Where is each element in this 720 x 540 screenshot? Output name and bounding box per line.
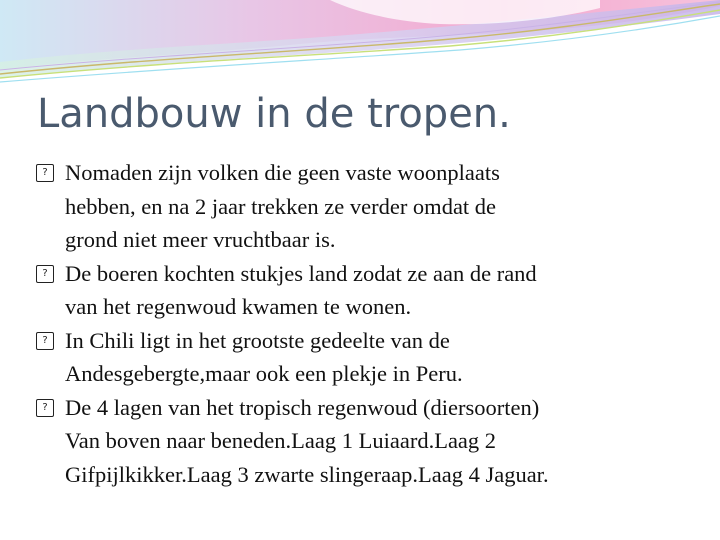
bullet-list xyxy=(36,156,711,491)
bullet-line: grond niet meer vruchtbaar is. xyxy=(65,227,336,252)
bullet-marker-icon: ? xyxy=(36,265,54,283)
bullet-line: Gifpijlkikker.Laag 3 zwarte slingeraap.Laag 4 Jaguar. xyxy=(65,461,549,487)
bullet-marker-icon: ? xyxy=(36,332,54,350)
bullet-line: De boeren kochten stukjes land zodat ze aan de rand xyxy=(65,260,537,286)
header-wave-decoration xyxy=(0,0,720,100)
bullet-marker-icon: ? xyxy=(36,399,54,417)
slide-title: Landbouw in de tropen. xyxy=(37,91,511,137)
bullet-line: Van boven naar beneden.Laag 1 Luiaard.Laag 2 xyxy=(65,428,497,453)
bullet-line: hebben, en na 2 jaar trekken ze verder omdat de xyxy=(65,193,497,219)
bullet-line: Nomaden zijn volken die geen vaste woonplaats xyxy=(65,160,500,185)
bullet-marker-icon: ? xyxy=(36,164,54,182)
bullet-item xyxy=(36,324,711,391)
bullet-item xyxy=(36,391,711,492)
bullet-line: Andesgebergte,maar ook een plekje in Peru. xyxy=(65,361,463,386)
bullet-item xyxy=(36,257,711,324)
bullet-line: van het regenwoud kwamen te wonen. xyxy=(65,294,412,319)
bullet-line: De 4 lagen van het tropisch regenwoud (diersoorten) xyxy=(65,394,540,420)
bullet-item xyxy=(36,156,711,257)
bullet-line: In Chili ligt in het grootste gedeelte van de xyxy=(65,327,450,353)
